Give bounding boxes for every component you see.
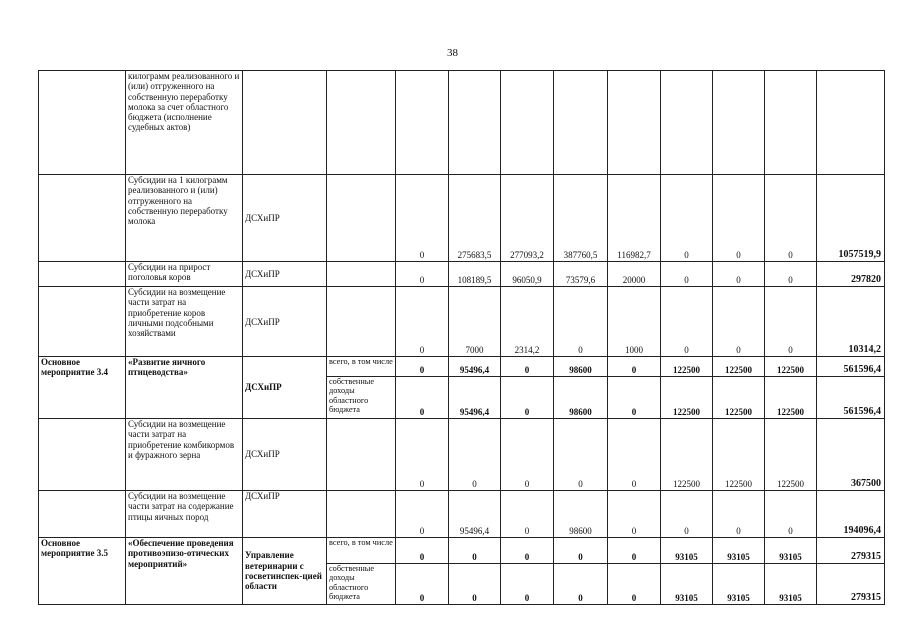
total-cell: 279315	[817, 538, 885, 564]
source-cell: собственные доходы областного бюджета	[327, 377, 396, 419]
value-cell: 122500	[765, 377, 817, 419]
value-cell: 95496,4	[449, 377, 501, 419]
value-cell: 0	[501, 357, 554, 377]
value-cell: 20000	[608, 262, 661, 287]
value-cell: 0	[396, 491, 449, 538]
total-cell: 194096,4	[817, 491, 885, 538]
total-cell: 279315	[817, 564, 885, 605]
value-cell: 93105	[661, 564, 713, 605]
value-cell: 387760,5	[554, 175, 608, 262]
table-row	[39, 491, 885, 538]
value-cell: 0	[661, 491, 713, 538]
executor-cell: Управление ветеринарии с госветинспек-цией области	[243, 538, 327, 605]
value-cell: 93105	[661, 538, 713, 564]
budget-table	[38, 70, 885, 605]
value-cell: 93105	[713, 538, 765, 564]
value-cell: 0	[449, 564, 501, 605]
executor-cell: ДСХиПР	[243, 419, 327, 491]
measure-cell	[39, 419, 126, 491]
value-cell: 122500	[661, 357, 713, 377]
value-cell: 122500	[765, 357, 817, 377]
value-cell: 0	[501, 491, 554, 538]
page-number: 38	[447, 47, 458, 59]
executor-cell	[243, 71, 327, 175]
value-cell: 0	[501, 564, 554, 605]
value-cell: 0	[554, 287, 608, 357]
measure-cell	[39, 262, 126, 287]
measure-cell: Основное мероприятие 3.4	[39, 357, 126, 419]
value-cell: 0	[554, 538, 608, 564]
source-cell: всего, в том числе	[327, 538, 396, 564]
description-cell: килограмм реализованного и (или) отгруженного на собственную переработку молока за счет областного бюджета (исполнение судебных актов)	[126, 71, 243, 175]
description-cell: Субсидии на 1 килограмм реализованного и (или) отгруженного на собственную переработку молока	[126, 175, 243, 262]
value-cell	[396, 71, 449, 175]
measure-cell	[39, 71, 126, 175]
table-row	[39, 538, 885, 564]
value-cell: 0	[501, 538, 554, 564]
value-cell: 95496,4	[449, 357, 501, 377]
value-cell	[713, 71, 765, 175]
value-cell: 0	[396, 175, 449, 262]
value-cell: 122500	[713, 357, 765, 377]
executor-cell: ДСХиПР	[243, 491, 327, 538]
executor-cell: ДСХиПР	[243, 357, 327, 419]
source-cell: всего, в том числе	[327, 357, 396, 377]
total-cell	[817, 71, 885, 175]
table-row	[39, 71, 885, 175]
value-cell: 0	[396, 287, 449, 357]
source-cell	[327, 262, 396, 287]
table-row	[39, 287, 885, 357]
source-cell	[327, 175, 396, 262]
description-cell: Субсидии на прирост поголовья коров	[126, 262, 243, 287]
value-cell: 0	[608, 491, 661, 538]
value-cell: 0	[396, 357, 449, 377]
total-cell: 297820	[817, 262, 885, 287]
source-cell	[327, 71, 396, 175]
value-cell: 1000	[608, 287, 661, 357]
value-cell: 93105	[713, 564, 765, 605]
value-cell: 0	[449, 419, 501, 491]
total-cell: 367500	[817, 419, 885, 491]
table-row	[39, 419, 885, 491]
value-cell: 0	[554, 564, 608, 605]
value-cell: 96050,9	[501, 262, 554, 287]
value-cell: 0	[449, 538, 501, 564]
value-cell: 7000	[449, 287, 501, 357]
value-cell: 98600	[554, 357, 608, 377]
value-cell: 0	[396, 538, 449, 564]
value-cell: 0	[713, 287, 765, 357]
value-cell: 0	[608, 377, 661, 419]
value-cell: 0	[713, 262, 765, 287]
total-cell: 561596,4	[817, 357, 885, 377]
value-cell: 0	[396, 564, 449, 605]
value-cell: 122500	[661, 377, 713, 419]
value-cell: 93105	[765, 538, 817, 564]
value-cell: 0	[396, 262, 449, 287]
executor-cell: ДСХиПР	[243, 175, 327, 262]
value-cell	[501, 71, 554, 175]
value-cell: 108189,5	[449, 262, 501, 287]
value-cell	[554, 71, 608, 175]
value-cell: 0	[765, 287, 817, 357]
value-cell: 98600	[554, 377, 608, 419]
value-cell: 122500	[713, 419, 765, 491]
value-cell: 0	[713, 491, 765, 538]
value-cell: 0	[765, 175, 817, 262]
value-cell: 0	[608, 538, 661, 564]
value-cell: 0	[713, 175, 765, 262]
value-cell: 0	[661, 262, 713, 287]
value-cell: 98600	[554, 491, 608, 538]
value-cell: 0	[608, 564, 661, 605]
value-cell: 0	[765, 491, 817, 538]
value-cell: 0	[501, 419, 554, 491]
source-cell: собственные доходы областного бюджета	[327, 564, 396, 605]
executor-cell: ДСХиПР	[243, 262, 327, 287]
description-cell: Субсидии на возмещение части затрат на приобретение комбикормов и фуражного зерна	[126, 419, 243, 491]
value-cell: 0	[765, 262, 817, 287]
value-cell: 116982,7	[608, 175, 661, 262]
value-cell: 0	[396, 419, 449, 491]
total-cell: 10314,2	[817, 287, 885, 357]
executor-cell: ДСХиПР	[243, 287, 327, 357]
value-cell: 122500	[661, 419, 713, 491]
value-cell	[608, 71, 661, 175]
measure-cell	[39, 175, 126, 262]
description-cell: «Обеспечение проведения противоэпизо-отических мероприятий»	[126, 538, 243, 605]
source-cell	[327, 491, 396, 538]
value-cell: 122500	[765, 419, 817, 491]
value-cell: 277093,2	[501, 175, 554, 262]
value-cell: 122500	[713, 377, 765, 419]
total-cell: 561596,4	[817, 377, 885, 419]
value-cell	[661, 71, 713, 175]
value-cell: 0	[608, 419, 661, 491]
measure-cell: Основное мероприятие 3.5	[39, 538, 126, 605]
value-cell: 95496,4	[449, 491, 501, 538]
value-cell: 0	[501, 377, 554, 419]
value-cell: 2314,2	[501, 287, 554, 357]
description-cell: Субсидии на возмещение части затрат на приобретение коров личными подсобными хозяйствами	[126, 287, 243, 357]
value-cell: 0	[661, 175, 713, 262]
value-cell: 0	[661, 287, 713, 357]
measure-cell	[39, 287, 126, 357]
description-cell: «Развитие яичного птицеводства»	[126, 357, 243, 419]
value-cell: 0	[554, 419, 608, 491]
table-row	[39, 357, 885, 377]
value-cell: 275683,5	[449, 175, 501, 262]
table-row	[39, 175, 885, 262]
value-cell: 93105	[765, 564, 817, 605]
source-cell	[327, 287, 396, 357]
table-row	[39, 262, 885, 287]
description-cell: Субсидии на возмещение части затрат на содержание птицы яичных пород	[126, 491, 243, 538]
value-cell	[449, 71, 501, 175]
value-cell: 0	[608, 357, 661, 377]
total-cell: 1057519,9	[817, 175, 885, 262]
source-cell	[327, 419, 396, 491]
value-cell: 0	[396, 377, 449, 419]
measure-cell	[39, 491, 126, 538]
value-cell	[765, 71, 817, 175]
value-cell: 73579,6	[554, 262, 608, 287]
